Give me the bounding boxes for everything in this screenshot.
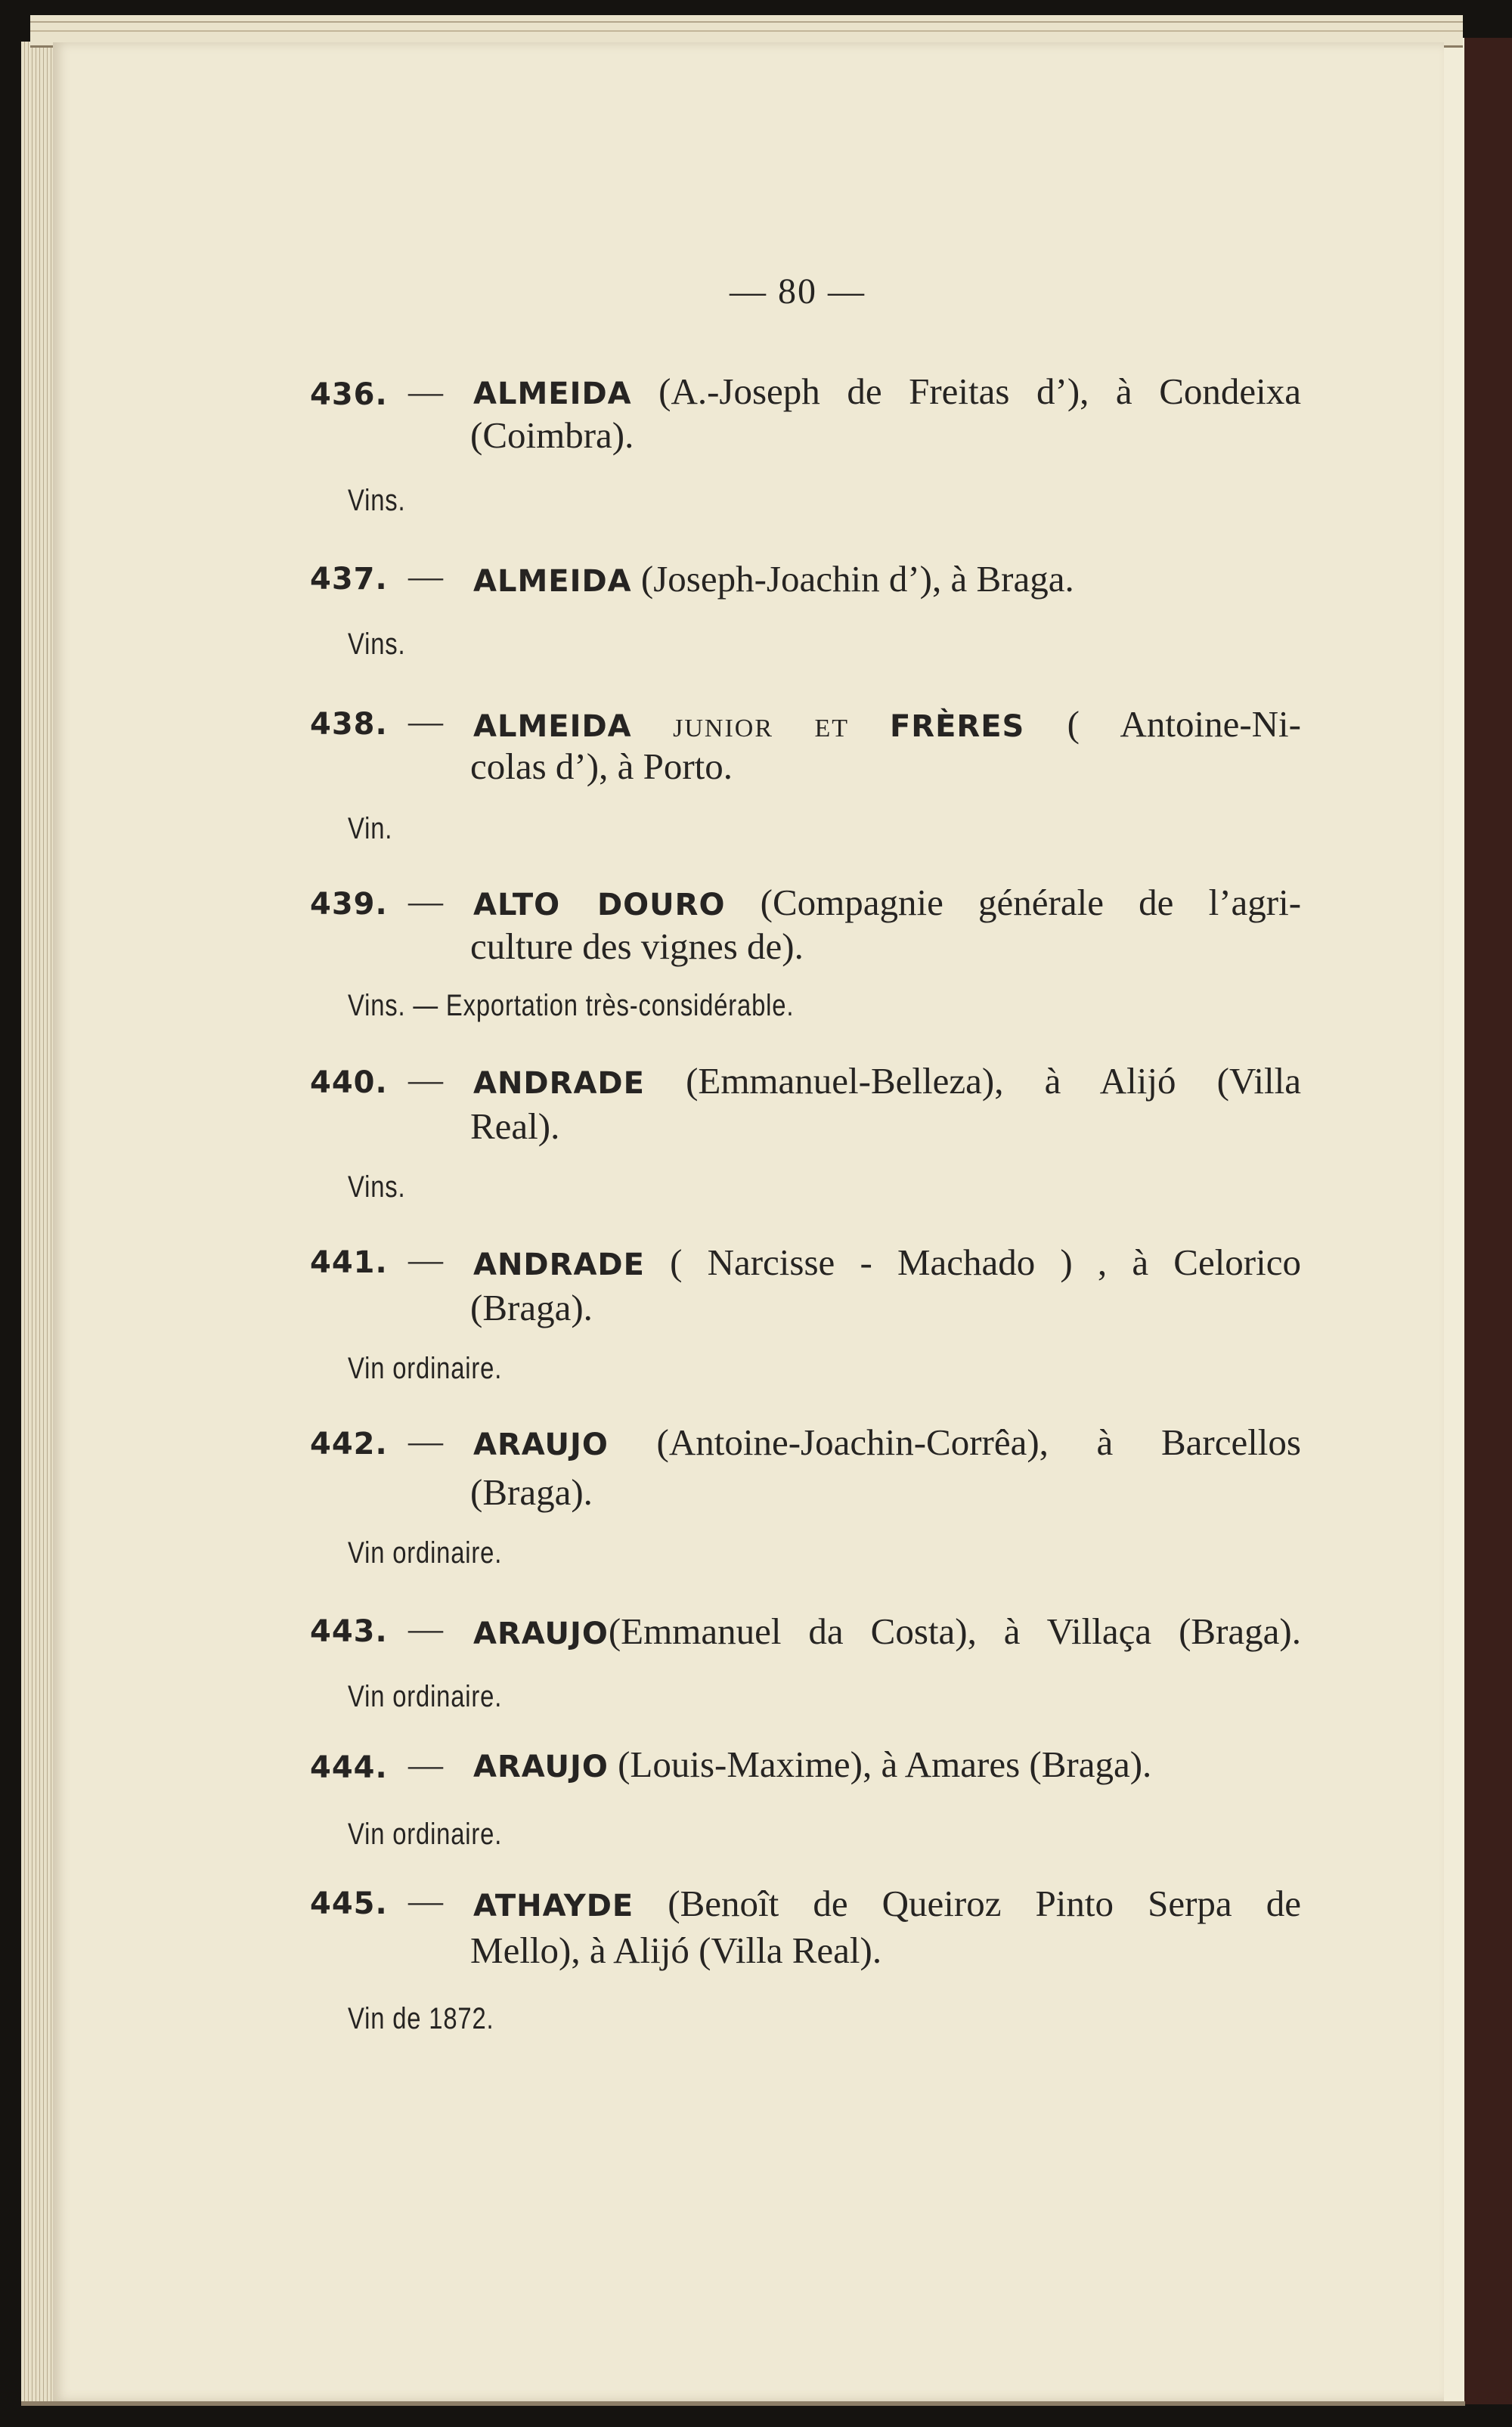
entry-number: 445. [310, 1886, 388, 1921]
entry-line-2: (Coimbra). [470, 414, 634, 456]
entry-line-2: (Braga). [470, 1471, 593, 1513]
entry-line-1 [473, 1240, 1301, 1288]
entry-details: (Emmanuel da Costa), à Villaça (Braga). [608, 1610, 1301, 1652]
entry-number: 437. [310, 562, 388, 597]
entry-line-1 [473, 1742, 1301, 1790]
entry-details: (Antoine-Joachin-Corrêa), à Barcellos [608, 1421, 1301, 1463]
entry-line-1 [473, 1881, 1301, 1929]
entry-line-2: culture des vignes de). [470, 925, 804, 967]
entry-note: Vin de 1872. [348, 2002, 494, 2035]
entry-note: Vins. — Exportation très-considérable. [348, 989, 795, 1022]
entry-number: 439. [310, 887, 388, 922]
entry-dash: — [408, 372, 443, 411]
entry-dash: — [408, 1609, 443, 1647]
entry-name-2: FRÈRES [889, 709, 1025, 744]
entry-line-2: Mello), à Alijó (Villa Real). [470, 1930, 882, 1971]
entry-note: Vin ordinaire. [348, 1818, 503, 1851]
entry-dash: — [408, 1421, 443, 1460]
entry-line-2: (Braga). [470, 1287, 593, 1328]
entry-details: (Compagnie générale de l’agri- [725, 882, 1302, 923]
entry-number: 444. [310, 1750, 388, 1785]
entry-details: (A.-Joseph de Freitas d’), à Condeixa [631, 370, 1301, 412]
entry-number: 440. [310, 1065, 388, 1100]
entry-number: 443. [310, 1614, 388, 1649]
entry-dash: — [408, 1240, 443, 1279]
entry-name: ARAUJO [473, 1616, 609, 1651]
entry-note: Vins. [348, 484, 406, 517]
entry-number: 442. [310, 1427, 388, 1461]
entry-details: (Emmanuel-Belleza), à Alijó (Villa [644, 1060, 1301, 1102]
entry-note: Vin. [348, 812, 393, 845]
entry-dash: — [408, 556, 443, 595]
entry-number: 438. [310, 707, 388, 742]
entry-details: (Joseph-Joachin d’), à Braga. [631, 558, 1074, 600]
entry-line-2: Real). [470, 1105, 560, 1147]
entry-note: Vin ordinaire. [348, 1680, 503, 1713]
entry-dash: — [408, 1881, 443, 1920]
entry-name-connector: JUNIOR ET [631, 714, 890, 742]
entry-line-2: colas d’), à Porto. [470, 745, 733, 787]
entry-name: ANDRADE [473, 1248, 645, 1282]
entry-details: ( Narcisse - Machado ) , à Celorico [644, 1241, 1301, 1283]
entry-name: ATHAYDE [473, 1889, 634, 1923]
page-edge-bottom [21, 2401, 1465, 2406]
entry-line-1 [473, 556, 1301, 604]
entry-details: (Benoît de Queiroz Pinto Serpa de [634, 1883, 1301, 1924]
entry-dash: — [408, 882, 443, 920]
entry-name: ALMEIDA [473, 709, 632, 744]
entry-name: ALMEIDA [473, 377, 632, 411]
entry-name: ALMEIDA [473, 564, 632, 599]
entry-name: ANDRADE [473, 1066, 645, 1101]
entry-dash: — [408, 1745, 443, 1784]
entry-line-1 [473, 1420, 1301, 1468]
entry-note: Vins. [348, 1170, 406, 1204]
entry-name: ARAUJO [473, 1427, 609, 1462]
entry-number: 441. [310, 1245, 388, 1280]
entry-note: Vin ordinaire. [348, 1536, 503, 1570]
entry-note: Vins. [348, 628, 406, 661]
entry-line-1 [473, 1059, 1301, 1106]
entry-name: ARAUJO [473, 1750, 609, 1784]
entry-details: ( Antoine-Ni- [1024, 703, 1301, 745]
entry-name: ALTO DOURO [473, 888, 726, 922]
entry-line-1 [473, 369, 1301, 417]
entry-dash: — [408, 702, 443, 740]
entry-line-1 [473, 1609, 1301, 1657]
entry-details: (Louis-Maxime), à Amares (Braga). [608, 1744, 1152, 1785]
page-number: — 80 — [730, 271, 866, 312]
entry-note: Vin ordinaire. [348, 1352, 503, 1385]
entry-line-1 [473, 880, 1301, 928]
entry-dash: — [408, 1060, 443, 1099]
entry-number: 436. [310, 377, 388, 412]
